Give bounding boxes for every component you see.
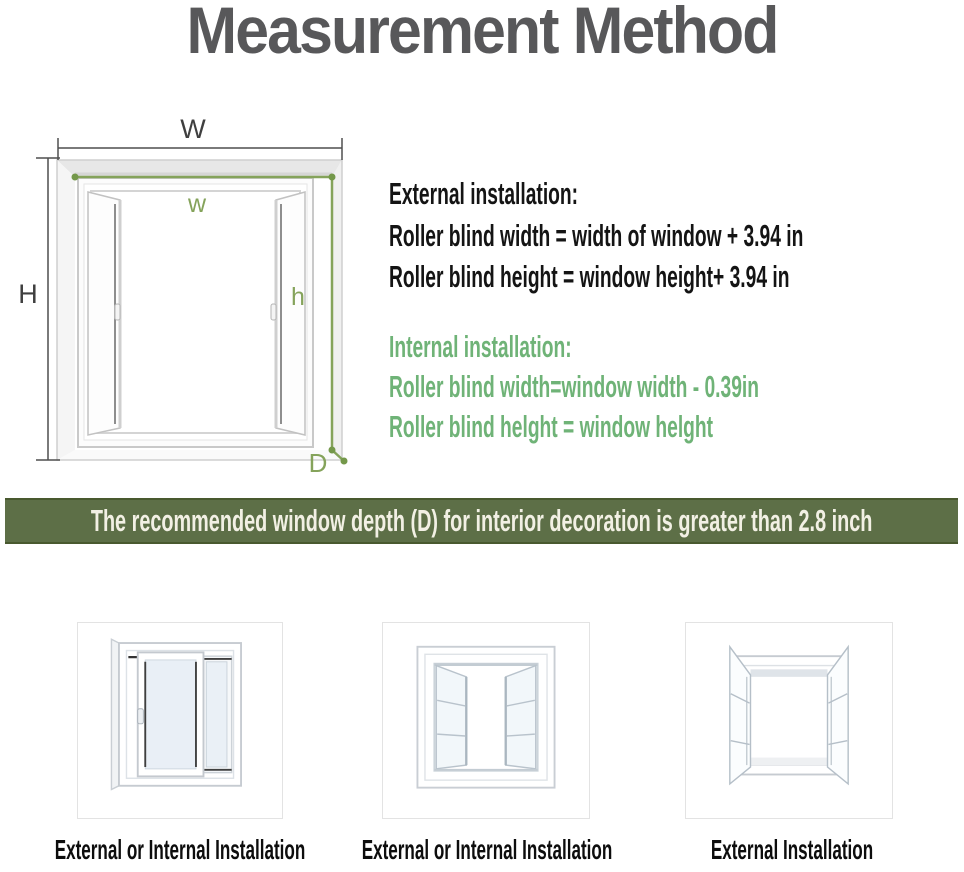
installation-instructions	[389, 0, 964, 470]
sliding-window-icon	[80, 628, 280, 813]
gallery-card-sliding-window	[77, 622, 283, 819]
internal-height-formula: Roller blind helght = window helght	[389, 409, 714, 444]
inward-opening-window-icon	[386, 628, 586, 813]
depth-recommendation-text: The recommended window depth (D) for interior decoration is greater than 2.8 inch	[90, 503, 873, 538]
caption-outward-window: External Installation	[710, 834, 874, 865]
external-height-formula: Roller blind height = window height+ 3.94 in	[389, 259, 790, 294]
caption-sliding-window: External or Internal Installation	[54, 834, 306, 865]
outward-opening-window-icon	[689, 628, 889, 813]
right-open-sash	[506, 666, 536, 769]
right-sash-handle	[271, 304, 276, 320]
outer-height-label: H	[18, 279, 38, 309]
left-open-sash	[436, 666, 466, 769]
page-title: Measurement Method	[186, 0, 778, 67]
left-sash	[88, 192, 120, 435]
left-sash-handle	[115, 304, 120, 320]
internal-width-formula: Roller blind width=window width - 0.39in	[389, 369, 759, 404]
outer-width-label: W	[180, 114, 206, 144]
gallery-card-outward-window	[685, 622, 893, 819]
depth-label: D	[308, 448, 328, 478]
external-width-formula: Roller blind width = width of window + 3.94 in	[389, 218, 804, 253]
sliding-sash-handle	[138, 709, 144, 724]
measurement-diagram	[10, 90, 390, 505]
depth-recommendation-banner	[5, 498, 958, 544]
gallery-card-inward-window	[382, 622, 590, 819]
inner-height-label: h	[291, 283, 305, 311]
right-sash	[271, 192, 305, 435]
internal-installation-heading: Internal installation:	[389, 329, 572, 364]
caption-inward-window: External or Internal Installation	[361, 834, 613, 865]
inner-width-label: w	[187, 190, 207, 218]
external-installation-heading: External installation:	[389, 176, 579, 211]
